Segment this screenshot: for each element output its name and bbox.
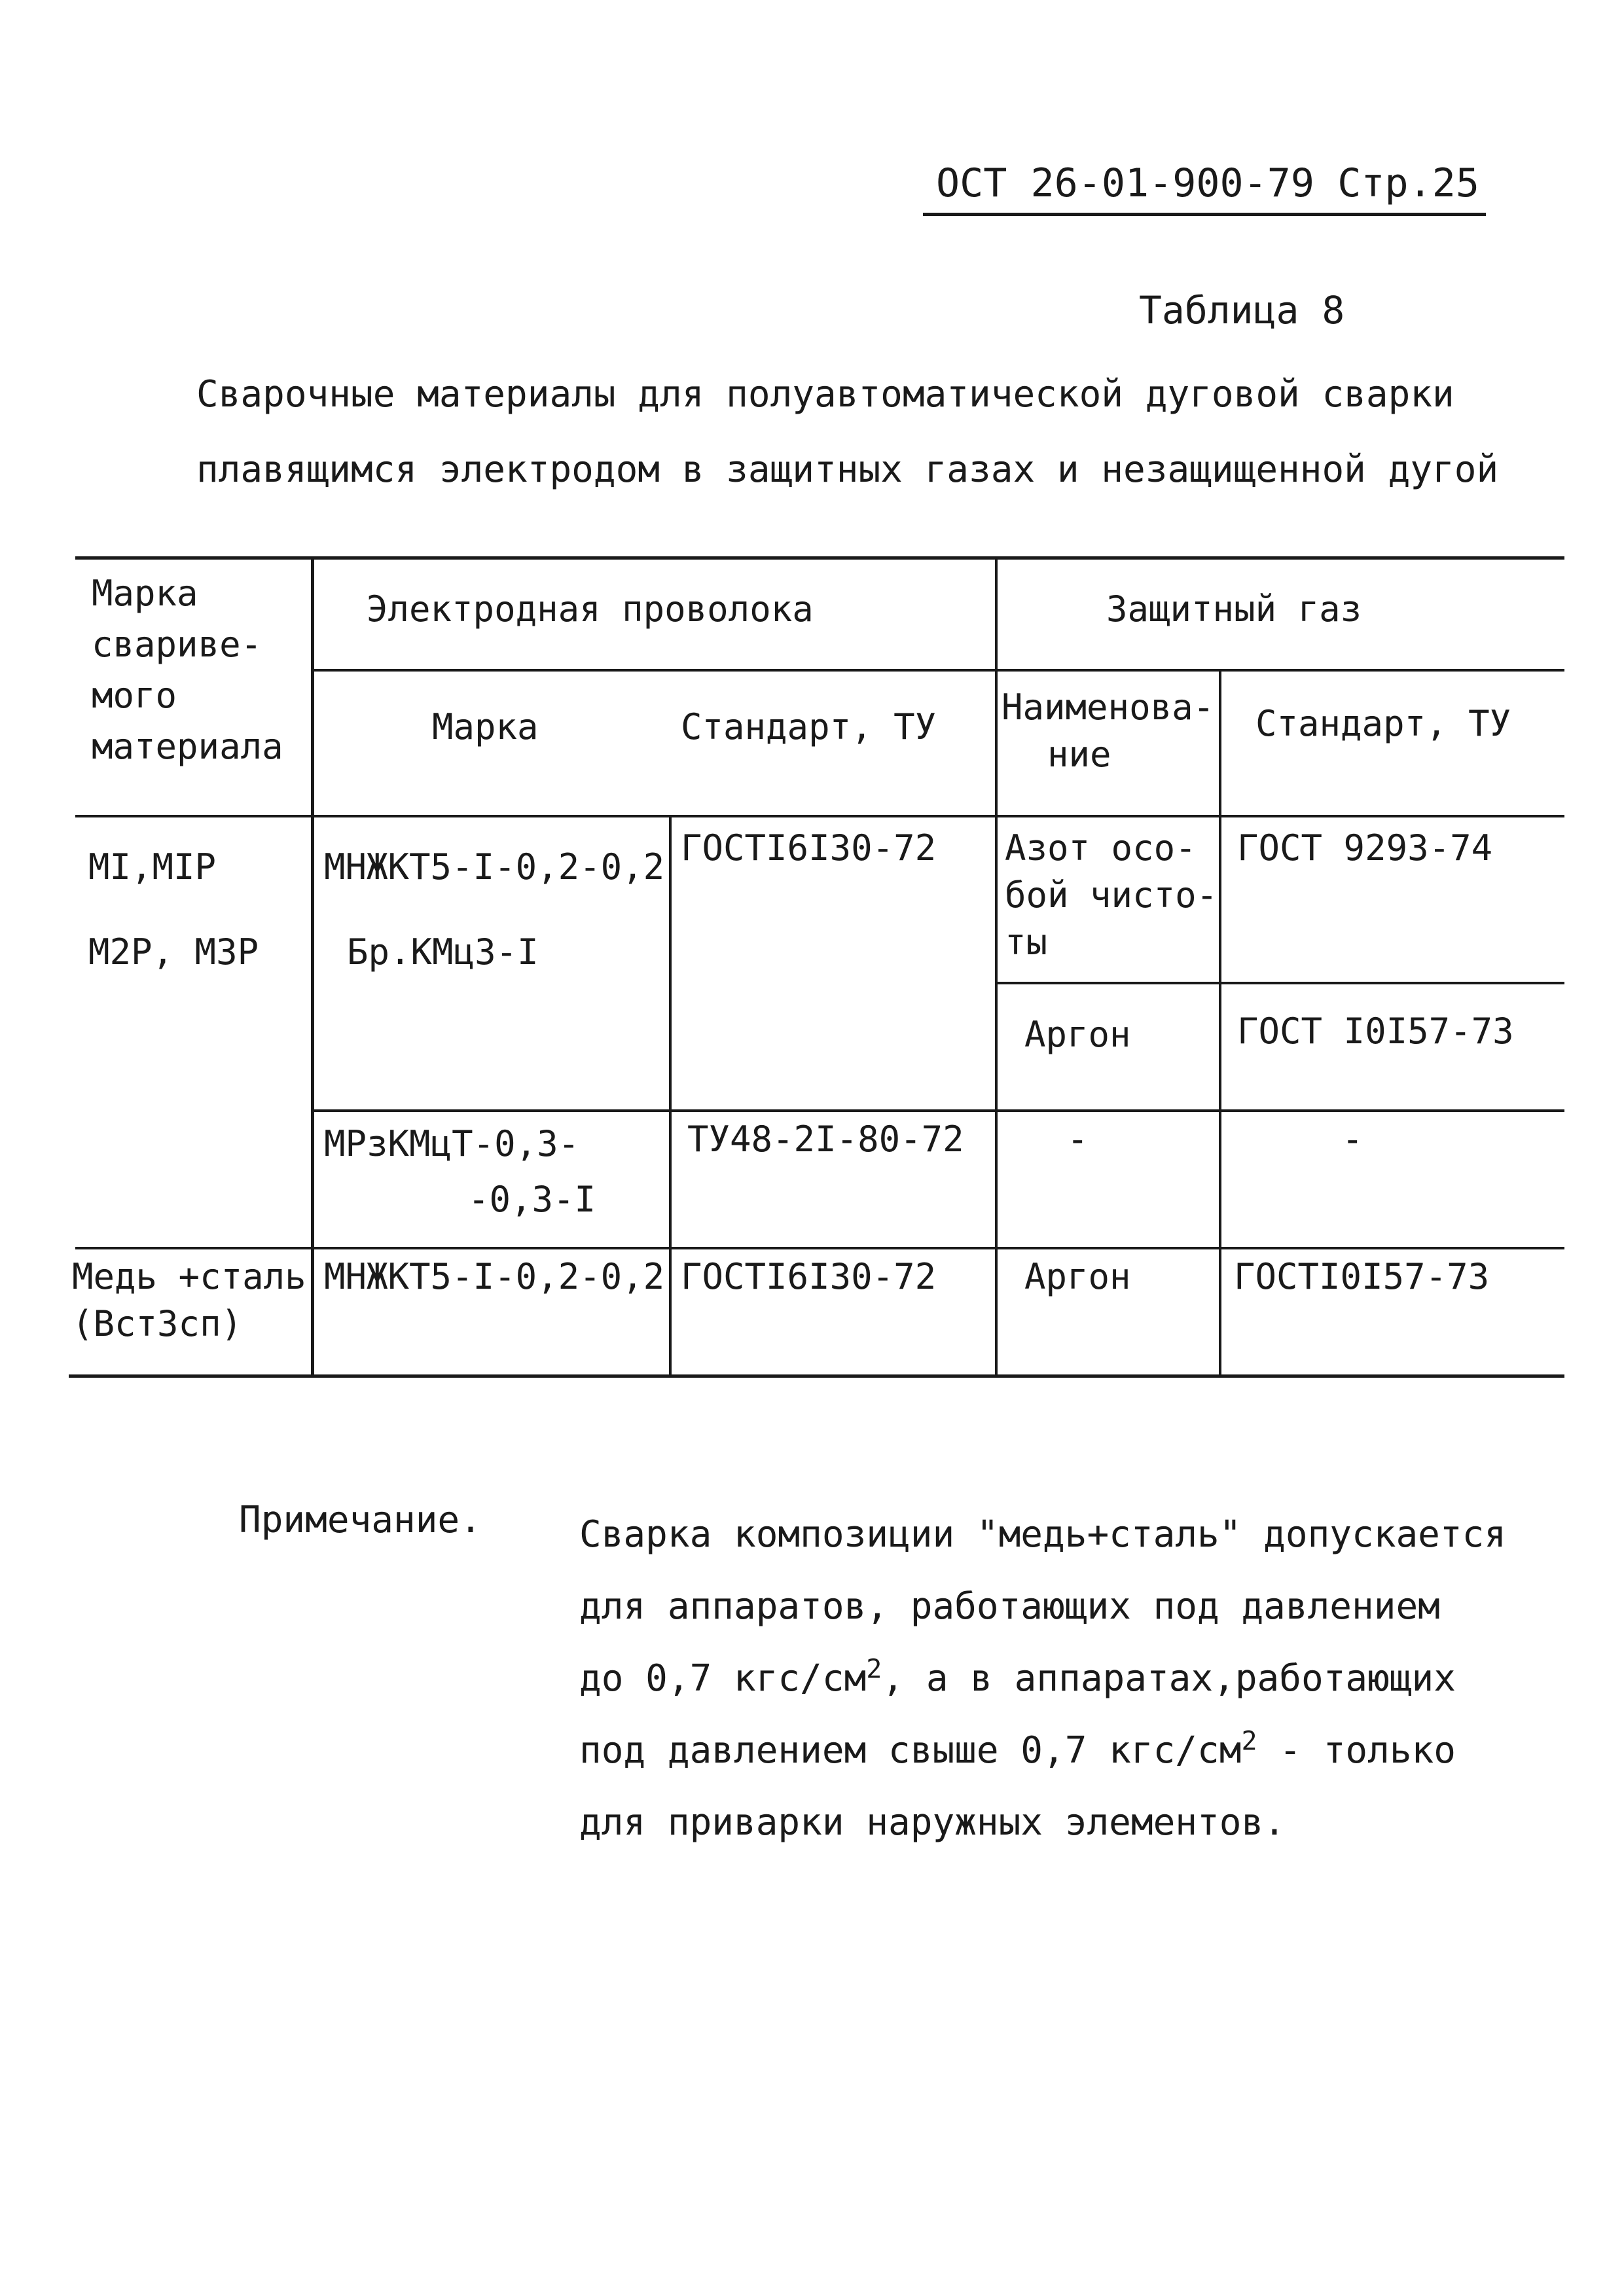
- row2-gas-standard: -: [1342, 1119, 1363, 1160]
- note-line-2: для аппаратов, работающих под давлением: [579, 1585, 1440, 1628]
- superscript: 2: [1241, 1726, 1257, 1757]
- row1-wire-standard: ГОСТI6I30-72: [681, 827, 937, 869]
- row1-gas-name: Азот осо- бой чисто- ты: [1005, 827, 1218, 963]
- row1-bottom-rule: [311, 1109, 1564, 1112]
- document-code: ОСТ 26-01-900-79: [936, 160, 1314, 206]
- col-divider-1: [311, 556, 314, 1378]
- row1-wire-grade: МНЖКТ5-I-0,2-0,2 Бр.КМц3-I: [324, 846, 665, 973]
- note-line-4: под давлением свыше 0,7 кгс/$см^2$ - только: [579, 1726, 1456, 1772]
- row1-material: МI,МIР М2Р, М3Р: [88, 846, 259, 973]
- header-material: Марка свариве- мого материала: [92, 573, 283, 767]
- note-body: [579, 1499, 1506, 1859]
- note-line-1: Сварка композиции "медь+сталь" допускается: [579, 1513, 1507, 1556]
- header-bottom-rule: [75, 815, 1564, 817]
- page-number: Стр.25: [1337, 160, 1479, 206]
- col-divider-4: [1219, 669, 1221, 1378]
- table-label: Таблица 8: [1139, 288, 1345, 332]
- note-line-5: для приварки наружных элементов.: [579, 1801, 1286, 1844]
- note-line-3: до 0,7 кгс/$см^2$, а в аппаратах,работающих: [579, 1654, 1456, 1700]
- row1b-gas-name: Аргон: [1024, 1014, 1131, 1055]
- table-title-line-2: плавящимся электродом в защитных газах и незащищенной дугой: [196, 448, 1499, 491]
- table-top-border: [75, 556, 1564, 560]
- header-shielding-gas: Защитный газ: [1106, 588, 1362, 630]
- table-title-line-1: Сварочные материалы для полуавтоматической дуговой сварки: [196, 373, 1454, 416]
- row3-gas-standard: ГОСТI0I57-73: [1234, 1256, 1490, 1297]
- row3-material: Медь +сталь (Вст3сп): [72, 1256, 306, 1344]
- row2-gas-name: -: [1067, 1119, 1089, 1160]
- col-divider-3: [995, 556, 998, 1378]
- row2-bottom-rule: [75, 1247, 1564, 1249]
- row3-gas-name: Аргон: [1024, 1256, 1131, 1297]
- header-wire-standard: Стандарт, ТУ: [681, 706, 937, 747]
- header-electrode-wire: Электродная проволока: [367, 588, 814, 630]
- gas-split-rule: [995, 982, 1564, 984]
- header-gas-name: Наименова- ние: [1001, 687, 1215, 775]
- row2-wire-standard: ТУ48-2I-80-72: [687, 1119, 964, 1160]
- table-bottom-border: [69, 1374, 1564, 1378]
- row1-gas-standard: ГОСТ 9293-74: [1237, 827, 1493, 869]
- row1b-gas-standard: ГОСТ I0I57-73: [1237, 1011, 1514, 1052]
- row3-wire-standard: ГОСТI6I30-72: [681, 1256, 937, 1297]
- note-label: Примечание.: [239, 1499, 482, 1541]
- page-header: [923, 154, 1486, 216]
- header-subrule: [311, 669, 1564, 672]
- superscript: 2: [866, 1654, 882, 1685]
- col-divider-2: [669, 815, 672, 1378]
- header-gas-standard: Стандарт, ТУ: [1255, 703, 1511, 744]
- row2-wire-grade: МРзКМцТ-0,3- -0,3-I: [324, 1123, 596, 1220]
- row3-wire-grade: МНЖКТ5-I-0,2-0,2: [324, 1256, 665, 1297]
- header-wire-grade: Марка: [432, 706, 539, 747]
